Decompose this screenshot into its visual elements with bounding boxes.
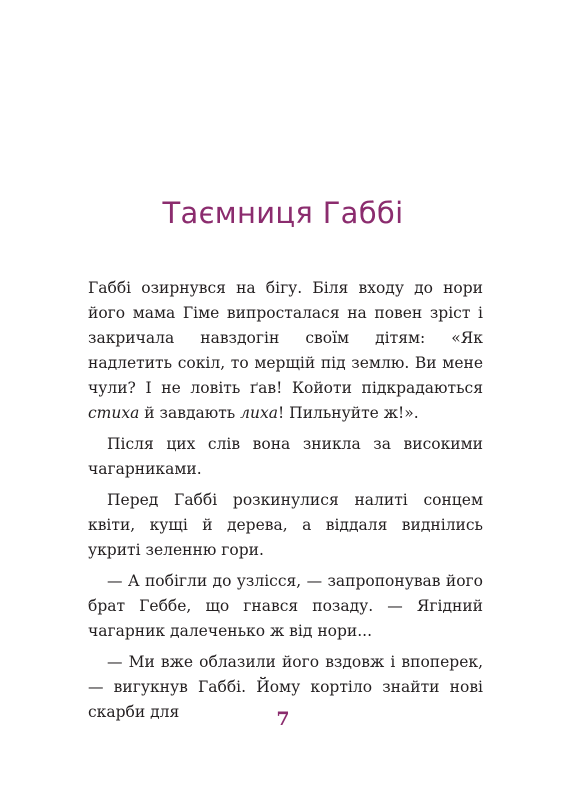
text-segment: — Ми вже облазили його вздовж і впоперек, — вигукнув Габбі. Йому кортіло знайти нові скарби для: [88, 653, 483, 721]
paragraph-2: [88, 432, 483, 482]
paragraph-1: [88, 276, 483, 426]
text-segment: Після цих слів вона зникла за високими чагарниками.: [88, 435, 483, 478]
text-segment: ! Пильнуйте ж!».: [278, 404, 419, 422]
body-text: [88, 276, 483, 731]
italic-word: лиха: [240, 404, 279, 422]
paragraph-4: [88, 569, 483, 644]
italic-word: стиха: [88, 404, 140, 422]
text-segment: Габбі озирнувся на бігу. Біля входу до нори його мама Гіме випросталася на повен зріст і закричала навздогін своїм дітям: «Як надлетить сокіл, то мерщій під землю. Ви мене чули? І не ловіть ґав! Койоти підкрадаються: [88, 279, 483, 397]
text-segment: й завдають: [139, 404, 241, 422]
page-number: 7: [276, 708, 290, 730]
text-segment: Перед Габбі розкинулися налиті сонцем квіти, кущі й дерева, а віддаля виднілись укриті зеленню гори.: [88, 491, 483, 559]
paragraph-3: [88, 488, 483, 563]
chapter-title: Таємниця Габбі: [162, 196, 404, 230]
text-segment: — А побігли до узлісся, — запропонував його брат Геббе, що гнався позаду. — Ягідний чагарник далеченько ж від нори...: [88, 572, 483, 640]
